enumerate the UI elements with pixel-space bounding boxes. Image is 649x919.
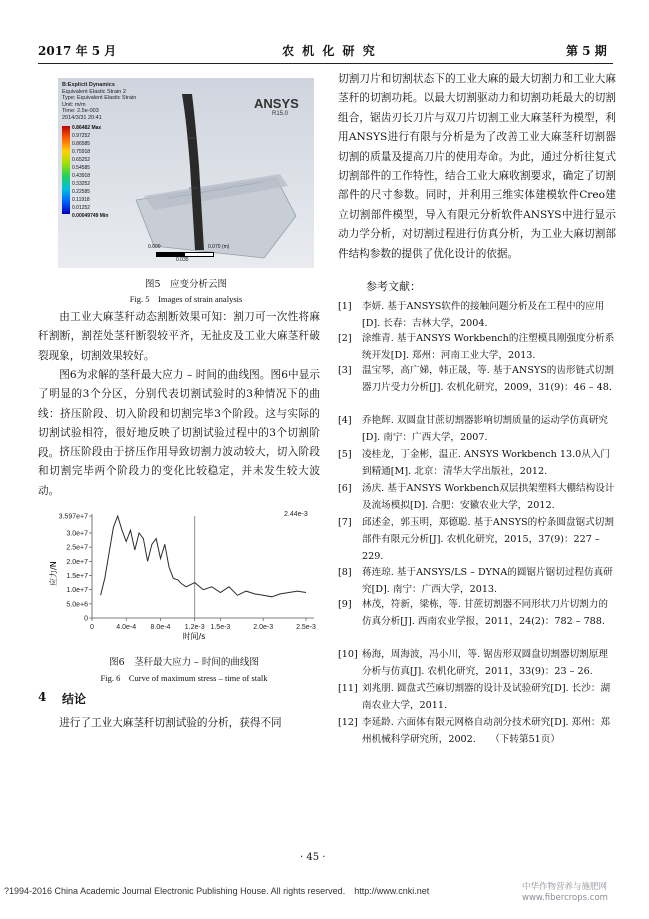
reference-number: [2]: [338, 333, 352, 344]
y-tick-label: 1.5e+7: [66, 573, 88, 580]
x-tick-label: 4.0e-4: [116, 624, 137, 631]
y-tick-label: 2.0e+7: [66, 558, 88, 566]
y-tick-label: 3.0e+7: [66, 530, 88, 538]
x-tick-label: 0: [90, 624, 94, 631]
reference-text: 邱述金，郭玉明，郑德聪. 基于ANSYS的柠条圆盘锯式切割部件有限元分析[J]. 农机化研究，2015，37(9)：227 – 229.: [362, 517, 614, 562]
reference-item: [338, 362, 616, 396]
reference-number: [1]: [338, 301, 352, 312]
reference-number: [6]: [338, 483, 352, 494]
reference-text: 汤庆. 基于ANSYS Workbench双层拱架塑料大棚结构设计及流场模拟[D]. 合肥：安徽农业大学，2012.: [362, 483, 615, 511]
figure5-caption-cn: 图5 应变分析云图: [144, 279, 228, 290]
page-number: · 45 ·: [300, 852, 326, 863]
figure5-caption-en: Fig. 5 Images of strain analysis: [129, 294, 243, 304]
watermark: 中华作物营养与施肥网 www.fibercrops.com: [522, 882, 608, 903]
reference-number: [12]: [338, 717, 358, 728]
reference-text: 杨海，周海波，冯小川，等. 锯齿形双圆盘切割器切割原理分析与仿真[J]. 农机化研究，2011，33(9)：23 – 26.: [362, 649, 608, 677]
reference-number: [9]: [338, 599, 352, 610]
reference-text: 李延龄. 六面体有限元网格自动剖分技术研究[D]. 郑州：郑州机械科学研究所，2002. （下转第51页）: [362, 717, 611, 745]
reference-item: [338, 680, 616, 714]
references-title: 参考文献：: [366, 280, 421, 293]
reference-number: [8]: [338, 567, 352, 578]
stress-curve: [101, 516, 306, 597]
ansys-version: R15.0: [272, 111, 289, 117]
x-axis-label: 时间/s: [182, 632, 206, 641]
conclusion-paragraph: 进行了工业大麻茎秆切割试验的分析，获得不同: [59, 717, 282, 729]
figure5-image: [58, 78, 314, 268]
reference-number: [7]: [338, 517, 352, 528]
reference-item: [338, 480, 616, 514]
scale-right-label: 0.070 (m): [208, 244, 230, 250]
paragraph-figure6-description: 图6为求解的茎秆最大应力 – 时间的曲线图。图6中显示了明显的3个分区，分别代表切割试验时的3种情况下的曲线：挤压阶段、切入阶段和切割完毕3个阶段。这与实际的切割试验相符，很好地反映了切割试验过程中的3个切割阶段。: [38, 369, 320, 459]
legend-labels: 0.86482 Max 0.97252 0.86585 0.75918 0.65252 0.54585 0.43918 0.33252 0.22585 0.11918 0.01252 0.00049749 Min: [72, 125, 109, 219]
header-date: 2017 年 5 月: [38, 44, 117, 58]
reference-item: [338, 330, 616, 364]
top-right-time-label: 2.44e-3: [284, 511, 308, 518]
right-column-paragraph: 切割刀片和切割状态下的工业大麻的最大切割力和工业大麻茎秆的切割功耗。以最大切割驱动力和切割功耗最大的切割组合，锯齿刃长刀片与双刀片切割工业大麻茎秆为模型，利用ANSYS进行有限与分析是为了改善工业大麻茎秆切割器切割的质量及提高刀片的使用寿命。为此，通过分析往复式切割部件的工作特性，结合工业大麻收割要求，确定了切割部件的尺寸参数。同时，并利用三维实体建模软件Creo建立切割部件模型，导入有限元分析软件ANSYS中进行显示动力学分析，对切割过程进行仿真分析，为工业大麻切割部件结构参数的提供了优化设计的依据。: [338, 73, 616, 260]
section-title: 结论: [62, 692, 87, 706]
reference-item: [338, 446, 616, 480]
copyright-footer: ?1994-2016 China Academic Journal Electronic Publishing House. All rights reserved. http://www.cnki.net: [4, 886, 430, 896]
reference-item: [338, 514, 616, 565]
y-tick-label: 1.0e+7: [66, 587, 88, 595]
reference-item: [338, 412, 616, 446]
y-axis-label: 应力/N: [49, 561, 58, 586]
reference-text: 刘兆朋. 圆盘式苎麻切割器的设计及试验研究[D]. 长沙：湖南农业大学，2011.: [362, 683, 611, 711]
x-tick-label: 2.5e-3: [296, 624, 316, 631]
scale-left-label: 0.000: [148, 244, 161, 250]
x-tick-label: 1.5e-3: [210, 624, 231, 631]
scale-mid-label: 0.035: [176, 257, 189, 263]
reference-number: [10]: [338, 649, 358, 660]
section-number: 4: [38, 690, 47, 704]
header-issue: 第 5 期: [566, 44, 607, 58]
x-tick-label: 2.0e-3: [253, 624, 274, 631]
reference-number: [11]: [338, 683, 358, 694]
reference-item: [338, 564, 616, 598]
reference-text: 李妍. 基于ANSYS软件的接触问题分析及在工程中的应用[D]. 长春：吉林大学，2004.: [362, 301, 605, 329]
reference-text: 凌桂龙，丁金彬，温正. ANSYS Workbench 13.0从入门到精通[M]. 北京：清华大学出版社，2012.: [362, 449, 611, 477]
x-tick-label: 8.0e-4: [150, 624, 171, 631]
reference-item: [338, 646, 616, 680]
figure5-info: B:Explicit Dynamics Equivalent Elastic Strain 2 Type: Equivalent Elastic Strain Unit: m/m Time: 2.5e-003 2014/3/31 20:41: [62, 82, 137, 121]
reference-item: [338, 714, 616, 748]
figure6-chart: [44, 506, 324, 644]
paragraph-cutting-effect: 由工业大麻茎秆动态割断效果可知：割刀可一次性将麻秆割断，割茬处茎秆断裂较平齐，无扯皮及工业大麻茎秆破裂现象，切割效果较好。: [38, 311, 320, 362]
paragraph-extrusion-stage: 挤压阶段由于挤压作用导致切割力波动较大，切入阶段和切割完毕两个阶段力的变化比较稳定，并未发生较大波动。: [38, 446, 320, 497]
header-rule: [38, 63, 613, 64]
reference-text: 温宝琴，高广娣，韩正晟，等. 基于ANSYS的齿形链式切割器刀片受力分析[J]. 农机化研究，2009，31(9)：46 – 48.: [362, 365, 614, 393]
reference-text: 林茂，符新，梁栋，等. 甘蔗切割器不同形状刀片切割力的仿真分析[J]. 西南农业学报，2011，24(2)：782 – 788.: [362, 599, 608, 627]
reference-number: [4]: [338, 415, 352, 426]
header-journal: 农 机 化 研 究: [282, 44, 377, 58]
reference-number: [5]: [338, 449, 352, 460]
y-tick-label: 5.0e+6: [66, 601, 88, 609]
reference-text: 蒋连琼. 基于ANSYS/LS – DYNA的圆锯片锯切过程仿真研究[D]. 南宁：广西大学，2013.: [362, 567, 613, 595]
y-tick-label: 3.597e+7: [58, 513, 88, 521]
y-tick-label: 0: [84, 615, 88, 623]
reference-text: 乔艳辉. 双圆盘甘蔗切割器影响切割质量的运动学仿真研究[D]. 南宁：广西大学，2007.: [362, 415, 608, 443]
figure6-caption-en: Fig. 6 Curve of maximum stress – time of stalk: [100, 673, 268, 683]
reference-item: [338, 596, 616, 630]
ansys-logo: ANSYS: [254, 96, 299, 111]
x-tick-label: 1.2e-3: [184, 624, 205, 631]
y-tick-label: 2.5e+7: [66, 544, 88, 552]
reference-item: [338, 298, 616, 332]
blade-and-stalk-render: [58, 78, 314, 268]
reference-number: [3]: [338, 365, 352, 376]
figure6-caption-cn: 图6 茎秆最大应力 – 时间的曲线图: [109, 657, 259, 668]
reference-text: 涂维青. 基于ANSYS Workbench的注塑模具刚强度分析系统开发[D]. 郑州：河南工业大学，2013.: [362, 333, 615, 361]
